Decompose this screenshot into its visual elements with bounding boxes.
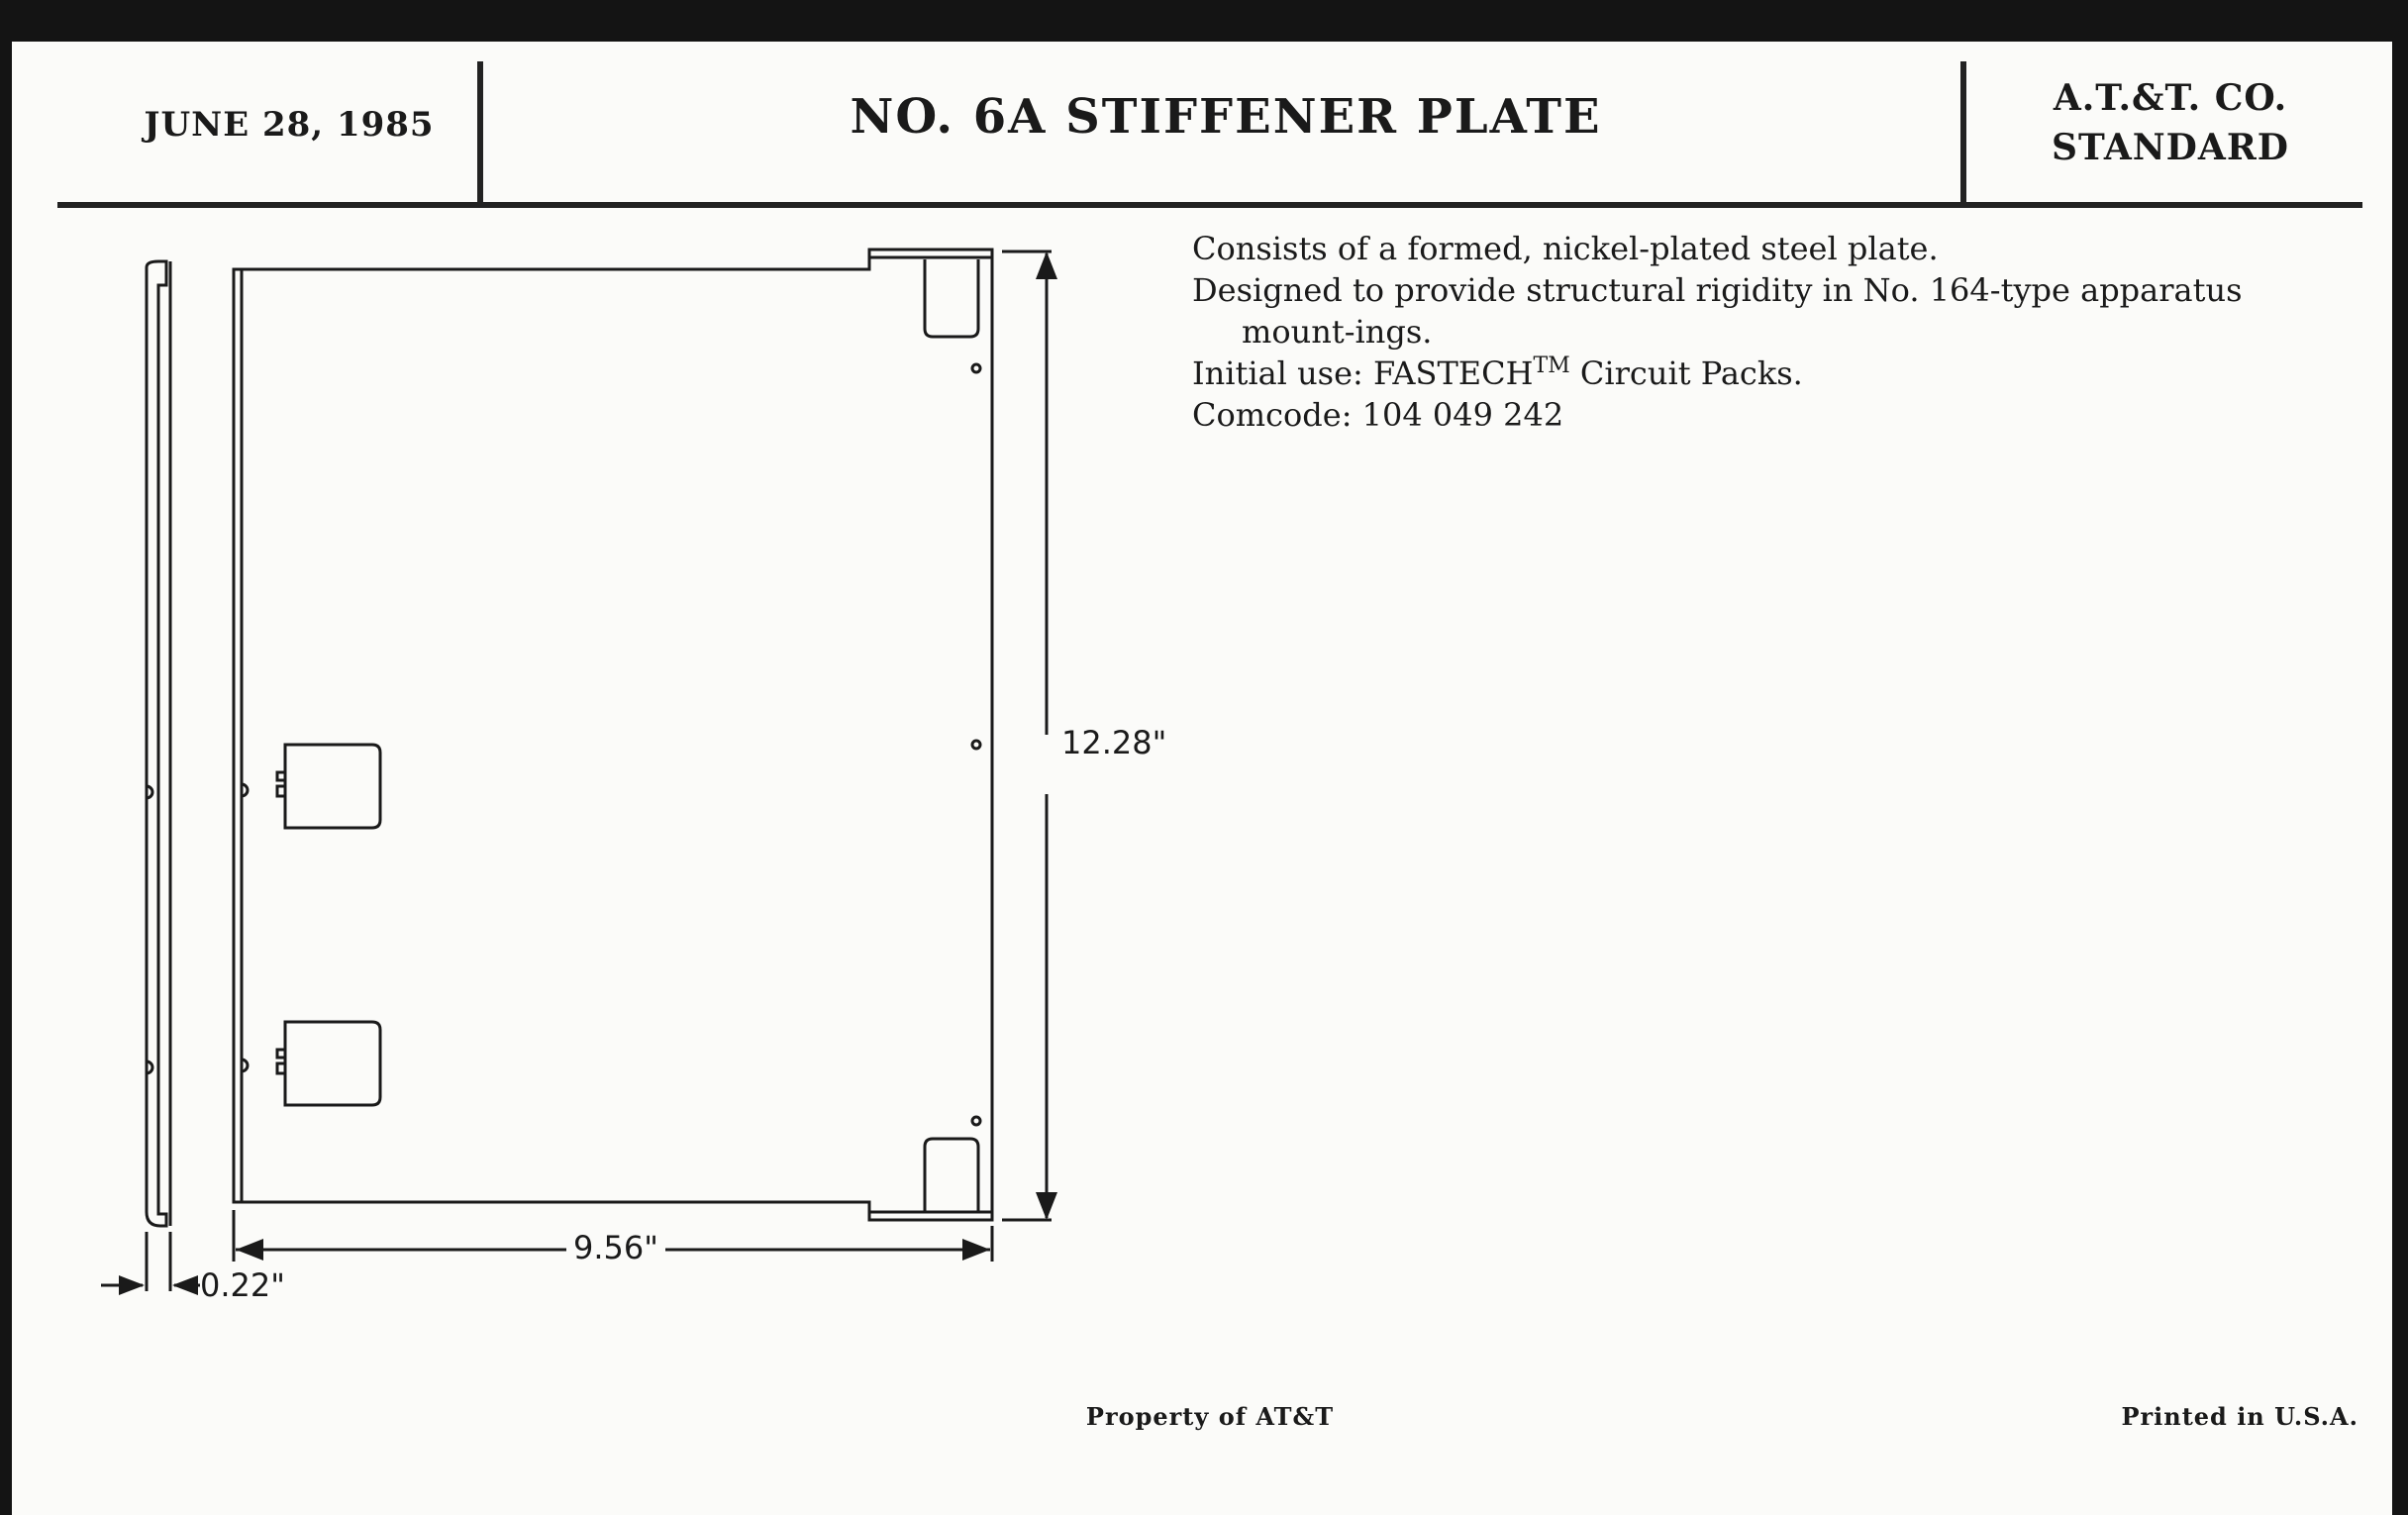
- front-view-plate: [234, 250, 992, 1220]
- side-view-profile: [147, 261, 170, 1226]
- page-title: NO. 6A STIFFENER PLATE: [850, 89, 1602, 145]
- description-line-1: Consists of a formed, nickel-plated steel plate.: [1192, 230, 1939, 267]
- spec-sheet: [12, 42, 2392, 1515]
- height-dimension-label: 12.28": [1061, 724, 1167, 761]
- height-dimension: [1002, 252, 1052, 1220]
- initial-use-prefix: Initial use: FASTECH: [1192, 354, 1534, 392]
- width-dimension-label: 9.56": [573, 1229, 658, 1266]
- description-line-4: Comcode: 104 049 242: [1192, 396, 1564, 434]
- arrow-thick-right: [172, 1275, 198, 1295]
- standard-line-2: STANDARD: [2052, 127, 2289, 168]
- arrow-up: [1036, 252, 1057, 279]
- arrow-thick-left: [119, 1275, 145, 1295]
- arrow-left: [236, 1239, 263, 1261]
- footer-property: Property of AT&T: [1085, 1402, 1335, 1431]
- description-block: [1192, 228, 2341, 436]
- thickness-dimension-label: 0.22": [200, 1266, 285, 1304]
- standard-line-1: A.T.&T. CO.: [2053, 77, 2288, 119]
- footer-printed: Printed in U.S.A.: [2121, 1402, 2358, 1431]
- trademark-mark: TM: [1533, 354, 1570, 378]
- arrow-down: [1036, 1192, 1057, 1220]
- description-line-2: Designed to provide structural rigidity in No. 164-type apparatus mount-ings.: [1192, 271, 2243, 351]
- header-date: JUNE 28, 1985: [144, 105, 435, 145]
- arrow-right: [962, 1239, 990, 1261]
- description-line-3: [1192, 353, 2341, 394]
- initial-use-suffix: Circuit Packs.: [1569, 354, 1803, 392]
